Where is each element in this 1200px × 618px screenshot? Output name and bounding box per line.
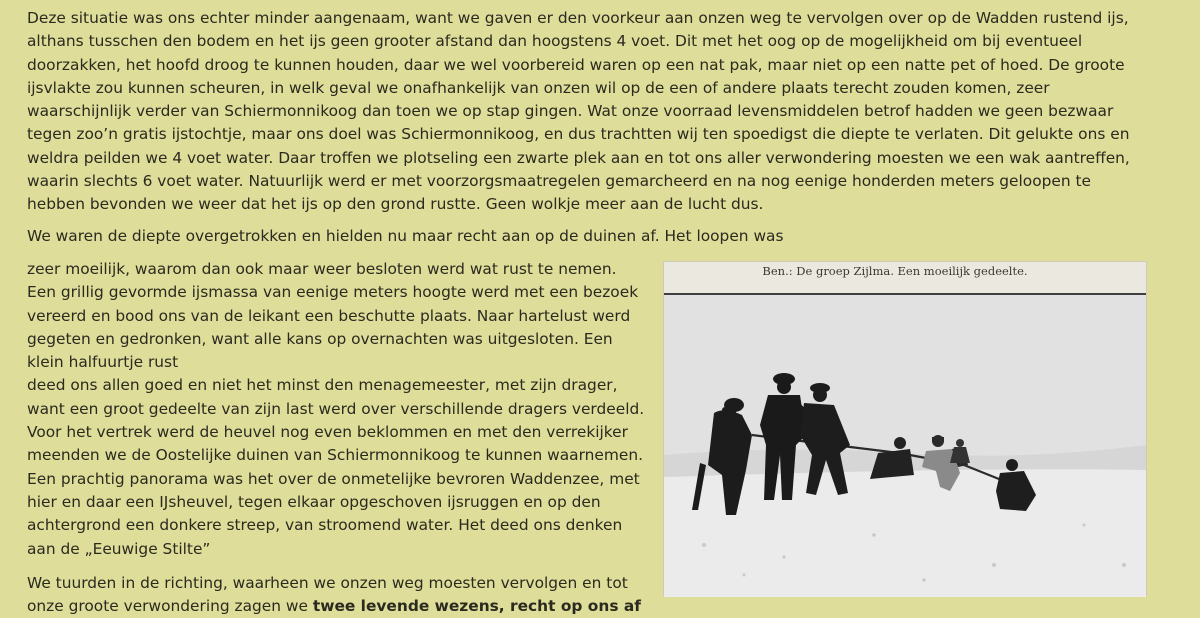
photo-illustration	[664, 295, 1146, 595]
text-line: achtergrond een donkere streep, van stroomend water. Het deed ons denken	[27, 516, 623, 535]
bold-text: twee levende wezens, recht op ons af	[312, 597, 641, 616]
text-line: want een groot gedeelte van zijn last werd over verschillende dragers verdeeld.	[27, 399, 645, 418]
photo-caption: Ben.: De groep Zijlma. Een moeilijk gedeelte.	[762, 264, 1028, 278]
photo-image	[664, 293, 1146, 597]
text-line: hier en daar een IJsheuvel, tegen elkaar opgeschoven ijsruggen en op den	[27, 492, 601, 511]
text-line: hebben bevonden we weer dat het ijs op den grond rustte. Geen wolkje meer aan de lucht dus.	[27, 195, 764, 214]
text-line: deed ons allen goed en niet het minst den menagemeester, met zijn drager,	[27, 376, 618, 395]
text-line: aan de „Eeuwige Stilte”	[27, 539, 211, 558]
text-line: doorzakken, het hoofd droog te kunnen houden, daar we wel voorbereid waren op een nat pak, maar niet op een natte pet of hoed. De groote	[27, 55, 1125, 74]
text-line: ijsvlakte zou kunnen scheuren, in welk geval we onafhankelijk van onzen wil op de een of andere plaats terecht zouden komen, zeer	[27, 78, 1050, 97]
text-line: Voor het vertrek werd de heuvel nog even beklommen en met den verrekijker	[27, 423, 628, 442]
text-line: vereerd en bood ons van de leikant een beschutte plaats. Naar hartelust werd	[27, 306, 631, 325]
text-line: gegeten en gedronken, want alle kans op overnachten was uitgesloten. Een	[27, 329, 613, 348]
paragraph-1	[27, 7, 1177, 217]
text-fragment: onze groote verwondering zagen we	[27, 597, 313, 616]
article-body	[27, 7, 1187, 248]
text-line: Deze situatie was ons echter minder aangenaam, want we gaven er den voorkeur aan onzen weg te vervolgen over op de Wadden rustend ijs,	[27, 9, 1129, 27]
paragraph-3	[27, 258, 652, 561]
historic-photo	[664, 262, 1146, 595]
text-line: klein halfuurtje rust	[27, 353, 179, 372]
text-line: waarin slechts 6 voet water. Natuurlijk werd er met voorzorgsmaatregelen gemarcheerd en na nog eenige honderden meters geloopen te	[27, 172, 1092, 191]
text-line: Een prachtig panorama was het over de onmetelijke bevroren Waddenzee, met	[27, 469, 640, 488]
text-line: We tuurden in de richting, waarheen we onzen weg moesten vervolgen en tot	[27, 573, 628, 592]
text-line: weldra peilden we 4 voet water. Daar troffen we plotseling een zwarte plek aan en tot ons aller verwondering moesten we een wak aantreffen,	[27, 148, 1130, 167]
text-line: meenden we de Oostelijke duinen van Schiermonnikoog te kunnen waarnemen.	[27, 446, 643, 465]
left-column	[27, 258, 652, 618]
paragraph-4	[27, 572, 652, 618]
text-line: zeer moeilijk, waarom dan ook maar weer besloten werd wat rust te nemen.	[27, 260, 617, 278]
text-line: althans tusschen den bodem en het ijs geen grooter afstand dan hoogstens 4 voet. Dit met het oog op de mogelijkheid om bij eventueel	[27, 32, 1083, 51]
text-line: tegen zoo’n gratis ijstochtje, maar ons doel was Schiermonnikoog, en dus trachtten wij ten spoedigst die diepte te verlaten. Dit gelukte ons en	[27, 125, 1130, 144]
paragraph-2: We waren de diepte overgetrokken en hielden nu maar recht aan op de duinen af. Het loopen was	[27, 226, 784, 245]
text-line: Een grillig gevormde ijsmassa van eenige meters hoogte werd met een bezoek	[27, 283, 639, 302]
text-line: waarschijnlijk verder van Schiermonnikoog dan toen we op stap gingen. Wat onze voorraad levensmiddelen betrof hadden we geen bezwaar	[27, 102, 1114, 121]
